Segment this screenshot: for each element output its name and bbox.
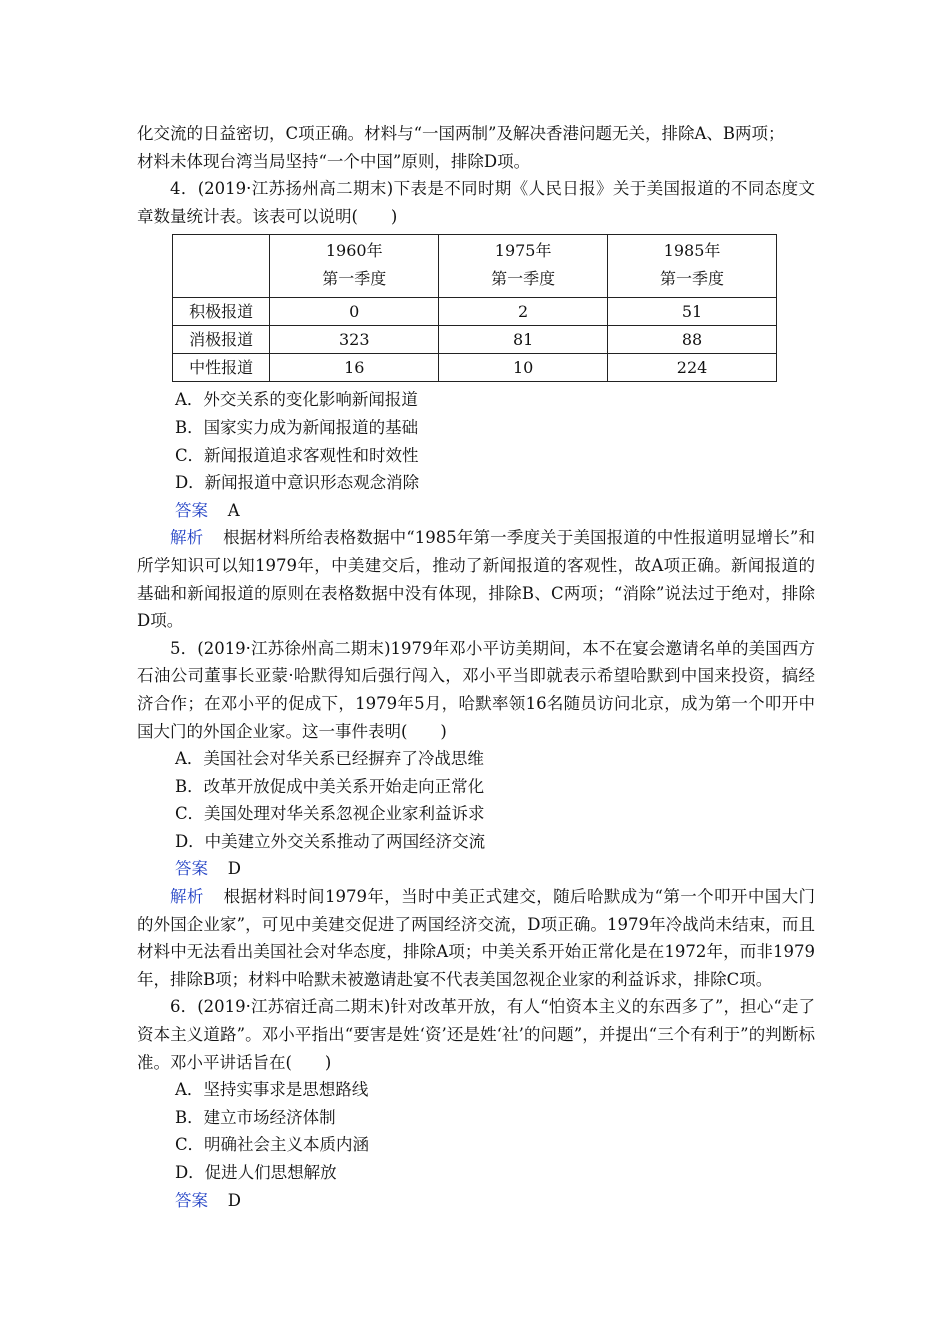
analysis-label: 解析 [170,528,204,548]
table-row [173,354,777,382]
table-col-header [270,235,439,298]
row-label: 积极报道 [173,298,270,326]
q6-answer [137,1187,815,1215]
table-cell: 81 [439,326,608,354]
q5-option-c: C．美国处理对华关系忽视企业家利益诉求 [174,804,485,824]
q5-option-b: B．改革开放促成中美关系开始走向正常化 [174,776,485,796]
table-row [173,326,777,354]
table-header-row [173,235,777,298]
table-cell: 88 [608,326,777,354]
answer-value: A [227,500,240,520]
answer-label: 答案 [174,500,208,520]
q5-answer [137,855,815,883]
q4-stem: 4．(2019·江苏扬州高二期末)下表是不同时期《人民日报》关于美国报道的不同态度文章数量统计表。该表可以说明( ) [137,179,815,226]
table-row [173,298,777,326]
col-year: 1960年 [325,241,383,261]
col-season: 第一季度 [491,269,556,289]
q6-option-d: D．促进人们思想解放 [174,1163,337,1182]
intro-line-1: 化交流的日益密切，C项正确。材料与“一国两制”及解决香港问题无关，排除A、B两项； [137,124,785,143]
col-season: 第一季度 [322,269,387,289]
row-label: 中性报道 [173,354,270,382]
col-year: 1975年 [494,241,552,261]
q6-stem: 6．(2019·江苏宿迁高二期末)针对改革开放，有人“怕资本主义的东西多了”，担心“走了资本主义道路”。邓小平指出“要害是姓‘资’还是姓‘社’的问题”，并提出“三个有利于”的判断标准。邓小平讲话旨在( ) [137,997,815,1072]
q5-analysis [137,883,815,993]
q4-option-a: A．外交关系的变化影响新闻报道 [174,390,418,410]
q4-option-b: B．国家实力成为新闻报道的基础 [174,417,419,437]
answer-label: 答案 [174,859,208,879]
table-cell: 51 [608,298,777,326]
document-page [137,120,815,1214]
q4-analysis [137,524,815,634]
q6-option-c: C．明确社会主义本质内涵 [174,1135,370,1155]
analysis-label: 解析 [170,887,204,907]
answer-label: 答案 [174,1190,208,1210]
q4-answer [137,497,815,525]
q6-option-a: A．坚持实事求是思想路线 [174,1080,369,1100]
col-year: 1985年 [663,241,721,261]
q4-statistics-table [172,234,777,382]
table-col-header [439,235,608,298]
answer-value: D [227,1190,241,1210]
q5-stem: 5．(2019·江苏徐州高二期末)1979年邓小平访美期间，本不在宴会邀请名单的美国西方石油公司董事长亚蒙·哈默得知后强行闯入，邓小平当即就表示希望哈默到中国来投资，搞经济合作；在邓小平的促成下，1979年5月，哈默率领16名随员访问北京，成为第一个叩开中国大门的外国企业家。这一事件表明( ) [137,638,815,741]
table-col-header [608,235,777,298]
table-cell: 224 [608,354,777,382]
table-cell: 10 [439,354,608,382]
q6-option-b: B．建立市场经济体制 [174,1107,336,1127]
intro-line-2: 材料未体现台湾当局坚持“一个中国”原则，排除D项。 [137,151,531,171]
q4-option-c: C．新闻报道追求客观性和时效性 [174,445,419,465]
answer-value: D [227,859,241,879]
table-cell: 16 [270,354,439,382]
analysis-text: 根据材料时间1979年，当时中美正式建交，随后哈默成为“第一个叩开中国大门的外国企业家”，可见中美建交促进了两国经济交流，D项正确。1979年冷战尚未结束，而且材料中无法看出美国社会对华态度，排除A项；中美关系开始正常化是在1972年，而非1979年，排除B项；材料中哈默未被邀请赴宴不代表美国忽视企业家的利益诉求，排除C项。 [137,887,815,989]
col-season: 第一季度 [660,269,725,289]
table-cell: 0 [270,298,439,326]
q5-option-a: A．美国社会对华关系已经摒弃了冷战思维 [174,749,484,769]
analysis-text: 根据材料所给表格数据中“1985年第一季度关于美国报道的中性报道明显增长”和所学知识可以知1979年，中美建交后，推动了新闻报道的客观性，故A项正确。新闻报道的基础和新闻报道的原则在表格数据中没有体现，排除B、C两项；“消除”说法过于绝对，排除D项。 [137,528,815,631]
table-corner-cell [173,235,270,298]
table-cell: 323 [270,326,439,354]
q4-option-d: D．新闻报道中意识形态观念消除 [174,473,420,493]
table-cell: 2 [439,298,608,326]
row-label: 消极报道 [173,326,270,354]
q5-option-d: D．中美建立外交关系推动了两国经济交流 [174,831,486,851]
